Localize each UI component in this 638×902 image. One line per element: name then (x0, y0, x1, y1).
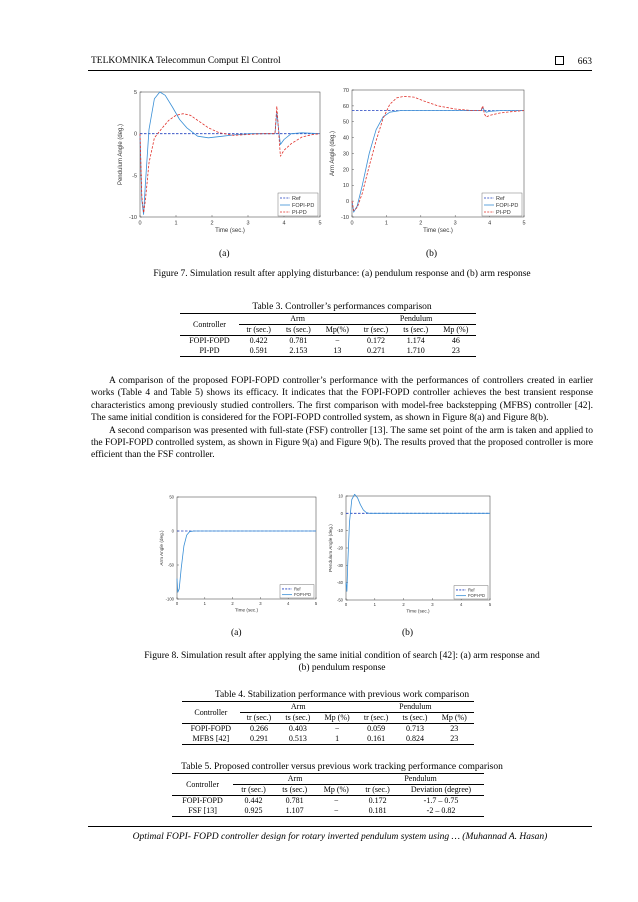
y-tick-label: -50 (167, 562, 174, 568)
table-cell: MFBS [42] (192, 734, 230, 743)
y-tick-label: 20 (342, 167, 349, 174)
x-axis-label: Time (sec.) (406, 608, 430, 614)
journal-header: TELKOMNIKA Telecommun Comput El Control (91, 56, 281, 66)
table-cell: 0.513 (288, 734, 307, 743)
table5-subheader: ts (sec.) (282, 785, 308, 794)
table-cell: 0.403 (288, 724, 307, 733)
table4-subheader: tr (sec.) (363, 713, 389, 722)
legend-label: Ref (294, 586, 301, 592)
legend-label: PI-PD (292, 209, 307, 216)
x-tick-label: 3 (431, 602, 434, 608)
table-cell: 0.713 (405, 724, 424, 733)
x-tick-label: 2 (210, 220, 214, 227)
table-cell: 1.107 (285, 806, 304, 815)
y-tick-label: -30 (336, 562, 343, 568)
x-tick-label: 2 (419, 220, 423, 227)
x-tick-label: 5 (318, 220, 322, 227)
legend-label: Ref (292, 195, 301, 202)
table-cell: 0.422 (249, 336, 268, 345)
footer-text: Optimal FOPI- FOPD controller design for rotary inverted pendulum system using … (Muhannad A. Hasan) (132, 832, 548, 842)
y-tick-label: -100 (165, 596, 174, 602)
paragraph-1: A comparison of the proposed FOPI-FOPD controller’s performance with the performances of controllers created in earlier works (Table 4 and Table 5) shows its efficacy. It indicates that the FOPI-FOPD controller achieves the best transient response characteristics among previously studied controllers. The first comparison with model-free backstepping (MFBS) controller [42]. The same initial condition is considered for the FOPI-FOPD controlled system, as shown in Figure 8(a) and Figure 8(b). (91, 376, 593, 424)
fig7-panel-b-label: (b) (426, 249, 438, 259)
legend-label: Ref (496, 195, 505, 202)
y-tick-label: 10 (342, 183, 349, 190)
x-tick-label: 1 (174, 220, 178, 227)
table-cell: -2 – 0.82 (426, 806, 456, 815)
table-row (182, 724, 474, 735)
table-cell: 0.271 (366, 346, 385, 355)
table-cell: PI-PD (199, 346, 220, 355)
y-tick-label: 50 (342, 119, 349, 126)
table-cell: FOPI-FOPD (182, 796, 223, 805)
y-tick-label: -40 (336, 580, 343, 586)
series-line (346, 494, 490, 591)
x-tick-label: 1 (373, 602, 376, 608)
table-cell: FSF [13] (188, 806, 217, 815)
table5-subheader: tr (sec.) (365, 785, 390, 794)
table-cell: 0.181 (368, 806, 387, 815)
table-cell: 23 (450, 724, 459, 733)
table3-subheader: ts (sec.) (403, 325, 429, 334)
table-cell: 13 (333, 346, 342, 355)
table-cell: 46 (451, 336, 460, 345)
plot-frame (346, 496, 490, 600)
table-cell: FOPI-FOPD (190, 724, 232, 733)
table4-arm-header: Arm (240, 702, 357, 713)
y-tick-label: 0 (133, 131, 137, 138)
x-tick-label: 3 (259, 601, 262, 607)
legend-label: FOPI-PD (292, 202, 315, 209)
table-cell: − (335, 336, 340, 345)
x-axis-label: Time (sec.) (215, 228, 245, 234)
x-axis-label: Time (sec.) (234, 607, 259, 613)
y-tick-label: 5 (133, 89, 137, 96)
table3-controller-header: Controller (193, 319, 226, 329)
table5-controller-header: Controller (186, 779, 219, 789)
table-cell: 2.153 (289, 346, 308, 355)
table3-caption: Table 3. Controller’s performances comparison (252, 302, 432, 312)
y-tick-label: -10 (341, 214, 349, 221)
table5-subheader: tr (sec.) (241, 785, 266, 794)
y-axis-label: Arm Angle (deg.) (159, 530, 164, 566)
table-cell: 0.172 (366, 336, 385, 345)
table5-subheader: Deviation (degree) (410, 785, 472, 794)
y-tick-label: 0 (340, 510, 343, 516)
legend-label: FOPI-PD (496, 202, 519, 209)
table-cell: 0.781 (289, 336, 308, 345)
table4-subheader: tr (sec.) (246, 713, 272, 722)
paragraph-2: A second comparison was presented with full-state (FSF) controller [13]. The same set point of the arm is taken and applied to the FOPI-FOPD controlled system, as shown in Figure 9(a) and Figure 9(b). The results proved that the proposed controller is more efficient than the FSF controller. (91, 425, 593, 461)
fig7-panel-a-label: (a) (219, 249, 230, 259)
x-tick-label: 5 (522, 220, 526, 227)
footer-rule (88, 826, 592, 827)
table-cell: -1.7 – 0.75 (423, 796, 459, 805)
y-tick-label: -20 (336, 545, 343, 551)
y-tick-label: 40 (342, 135, 349, 142)
table5-arm-header: Arm (233, 774, 357, 785)
table4-pendulum-header: Pendulum (357, 702, 474, 713)
legend-label: FOPI-PD (294, 592, 311, 598)
table5 (172, 773, 484, 817)
table-cell: 0.824 (405, 734, 424, 743)
table3-subheader: tr (sec.) (363, 325, 389, 334)
y-tick-label: 0 (345, 199, 349, 206)
x-tick-label: 4 (460, 602, 463, 608)
table-cell: 0.266 (249, 724, 268, 733)
table-cell: FOPI-FOPD (189, 336, 230, 345)
table-row (172, 796, 484, 807)
x-tick-label: 2 (402, 602, 405, 608)
table-cell: 0.291 (249, 734, 268, 743)
table-cell: 1.174 (406, 336, 425, 345)
x-tick-label: 4 (287, 601, 290, 607)
table5-subheader: Mp (%) (323, 785, 349, 794)
y-tick-label: -5 (132, 173, 137, 180)
table4-controller-header: Controller (194, 707, 228, 717)
y-tick-label: -50 (336, 597, 343, 603)
table4-subheader: Mp (%) (441, 713, 467, 722)
y-tick-label: 50 (169, 494, 174, 500)
table3-pendulum-header: Pendulum (356, 314, 476, 325)
table-cell: 0.781 (285, 796, 304, 805)
page-number: 663 (577, 57, 592, 67)
table4-subheader: ts (sec.) (285, 713, 311, 722)
table4-subheader: Mp (%) (324, 713, 350, 722)
table4 (182, 701, 474, 745)
table-cell: 0.925 (244, 806, 263, 815)
x-tick-label: 4 (282, 220, 286, 227)
figure7-caption: Figure 7. Simulation result after applying disturbance: (a) pendulum response and (b) arm response (153, 269, 531, 279)
x-tick-label: 0 (175, 601, 179, 607)
legend-label: Ref (468, 587, 475, 593)
x-tick-label: 5 (314, 601, 318, 607)
y-tick-label: 0 (171, 528, 174, 534)
table5-caption: Table 5. Proposed controller versus previous work tracking performance comparison (181, 762, 503, 772)
table-cell: 0.161 (367, 734, 386, 743)
table4-caption: Table 4. Stabilization performance with previous work comparison (214, 690, 470, 700)
y-axis-label: Arm Angle (deg.) (330, 130, 336, 177)
y-tick-label: 60 (342, 103, 349, 110)
y-tick-label: -10 (129, 214, 137, 221)
table-row (172, 806, 484, 817)
fig8-panel-a-label: (a) (231, 628, 242, 638)
figure8-caption-line2: (b) pendulum response (298, 663, 386, 673)
figure8-caption (91, 650, 593, 674)
table-cell: − (334, 796, 339, 805)
x-tick-label: 0 (344, 602, 348, 608)
x-tick-label: 4 (488, 220, 492, 227)
y-tick-label: 30 (342, 151, 349, 158)
y-tick-label: 10 (338, 493, 343, 499)
table3-subheader: tr (sec.) (246, 325, 271, 334)
y-axis-label: Pendulum Angle (deg.) (118, 123, 124, 186)
table-cell: 0.059 (367, 724, 386, 733)
x-tick-label: 1 (384, 220, 388, 227)
table-cell: 1 (335, 734, 340, 743)
x-tick-label: 0 (350, 220, 354, 227)
x-tick-label: 5 (488, 602, 492, 608)
table3-subheader: ts (sec.) (285, 325, 311, 334)
table3-subheader: Mp(%) (325, 325, 349, 334)
x-tick-label: 2 (231, 601, 234, 607)
x-tick-label: 3 (246, 220, 250, 227)
table5-pendulum-header: Pendulum (357, 774, 484, 785)
table-cell: − (334, 806, 339, 815)
fig8-panel-b-label: (b) (402, 628, 414, 638)
table-row (182, 734, 474, 745)
table4-subheader: ts (sec.) (402, 713, 428, 722)
x-tick-label: 3 (453, 220, 457, 227)
table-cell: 0.172 (368, 796, 387, 805)
figure8-caption-line1: Figure 8. Simulation result after applying the same initial condition of search [42]: (a) arm response and (144, 651, 540, 661)
table-cell: 1.710 (406, 346, 425, 355)
y-tick-label: 70 (342, 87, 349, 94)
table-cell: 0.591 (249, 346, 268, 355)
y-tick-label: -10 (336, 528, 343, 534)
table3-arm-header: Arm (239, 314, 356, 325)
x-axis-label: Time (sec.) (423, 228, 453, 234)
x-tick-label: 1 (203, 601, 206, 607)
table-cell: − (334, 724, 340, 733)
y-axis-label: Pendulum Angle (deg.) (328, 524, 333, 572)
legend-label: FOPI-PD (468, 593, 485, 599)
table-cell: 23 (451, 346, 460, 355)
table3-subheader: Mp (%) (443, 325, 469, 334)
table-cell: 23 (450, 734, 459, 743)
table-cell: 0.442 (244, 796, 263, 805)
legend-label: PI-PD (496, 209, 511, 216)
x-tick-label: 0 (138, 220, 142, 227)
